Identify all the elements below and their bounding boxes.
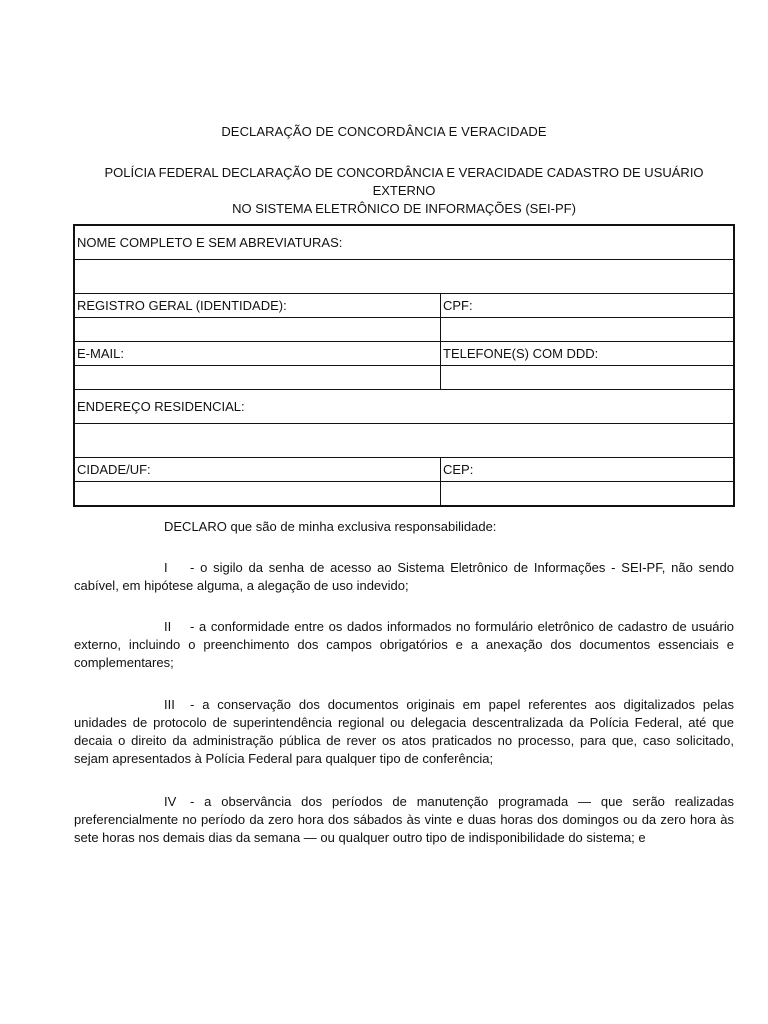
address-field[interactable] [75, 424, 733, 457]
rg-label: REGISTRO GERAL (IDENTIDADE): [75, 294, 441, 317]
email-field[interactable] [75, 366, 441, 389]
form-row-rg-cpf-value [75, 318, 733, 342]
form-row-email-phone-label [75, 342, 733, 366]
document-title: DECLARAÇÃO DE CONCORDÂNCIA E VERACIDADE [221, 124, 547, 139]
full-name-field[interactable] [75, 260, 733, 293]
declaration-item-4 [74, 793, 734, 847]
item-2-numeral: II [164, 619, 172, 634]
declaration-item-2 [74, 618, 734, 672]
declaration-intro-paragraph [74, 518, 734, 536]
form-row-full-name-label [75, 226, 733, 260]
declaration-intro: DECLARO que são de minha exclusiva responsabilidade: [164, 519, 497, 534]
form-row-address-value [75, 424, 733, 458]
item-1-text: - o sigilo da senha de acesso ao Sistema Eletrônico de Informações - SEI-PF, não sendo cabível, em hipótese alguma, a alegação de uso indevido; [74, 560, 734, 593]
declaration-item-3 [74, 696, 734, 768]
form-row-rg-cpf-label [75, 294, 733, 318]
phone-label: TELEFONE(S) COM DDD: [443, 346, 599, 361]
rg-field[interactable] [75, 318, 441, 341]
declaration-item-1 [74, 559, 734, 595]
phone-field[interactable] [441, 366, 733, 389]
item-3-text: - a conservação dos documentos originais em papel referentes aos digitalizados pelas unidades de protocolo de superintendência regional ou delegacia descentralizada da Polícia Federal, até que decaia o direito da administração pública de rever os atos praticados no processo, para que, caso solicitado, sejam apresentados à Polícia Federal para qualquer tipo de conferência; [74, 697, 734, 766]
address-label: ENDEREÇO RESIDENCIAL: [77, 399, 245, 414]
item-4-text: - a observância dos períodos de manutenção programada — que serão realizadas preferencialmente no período da zero hora dos sábados às vinte e duas horas dos domingos ou da zero hora às sete horas nos demais dias da semana — ou qualquer outro tipo de indisponibilidade do sistema; e [74, 794, 734, 845]
item-1-numeral: I [164, 560, 168, 575]
form-row-city-cep-label [75, 458, 733, 482]
item-3-numeral: III [164, 697, 175, 712]
cpf-label: CPF: [443, 298, 473, 313]
subtitle-line-2: NO SISTEMA ELETRÔNICO DE INFORMAÇÕES (SEI-PF) [232, 201, 576, 216]
email-label: E-MAIL: [75, 342, 441, 365]
cep-field[interactable] [441, 482, 733, 505]
form-row-city-cep-value [75, 482, 733, 505]
cpf-field[interactable] [441, 318, 733, 341]
city-label: CIDADE/UF: [75, 458, 441, 481]
city-field[interactable] [75, 482, 441, 505]
cep-label: CEP: [443, 462, 474, 477]
form-row-email-phone-value [75, 366, 733, 390]
form-row-address-label [75, 390, 733, 424]
item-2-text: - a conformidade entre os dados informados no formulário eletrônico de cadastro de usuário externo, incluindo o preenchimento dos campos obrigatórios e a anexação dos documentos essenciais e complementares; [74, 619, 734, 670]
document-subtitle [74, 164, 734, 218]
form-row-full-name-value [75, 260, 733, 294]
registration-form-table [73, 224, 735, 507]
subtitle-line-1: POLÍCIA FEDERAL DECLARAÇÃO DE CONCORDÂNCIA E VERACIDADE CADASTRO DE USUÁRIO EXTERNO [104, 165, 704, 198]
full-name-label: NOME COMPLETO E SEM ABREVIATURAS: [77, 235, 343, 250]
item-4-numeral: IV [164, 794, 177, 809]
